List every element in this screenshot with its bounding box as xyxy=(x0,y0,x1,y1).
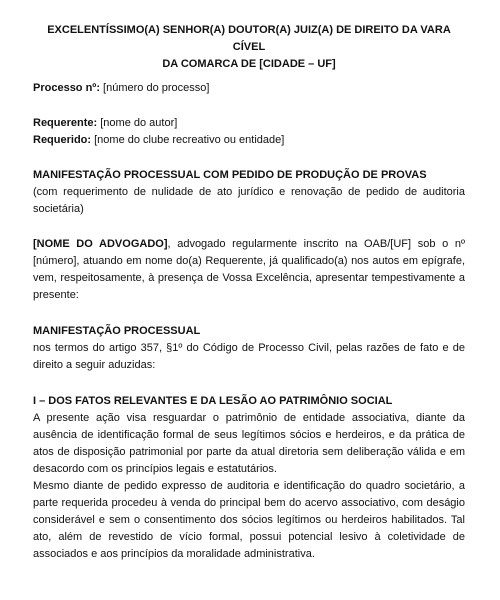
advogado-name: [NOME DO ADVOGADO] xyxy=(33,238,168,250)
requerido-label: Requerido: xyxy=(33,134,92,146)
header-line-2: DA COMARCA DE [CIDADE – UF] xyxy=(162,58,336,70)
header-line-1: EXCELENTÍSSIMO(A) SENHOR(A) DOUTOR(A) JUIZ(A) DE DIREITO DA VARA CÍVEL xyxy=(47,24,451,53)
secao1-heading: I – DOS FATOS RELEVANTES E DA LESÃO AO PATRIMÔNIO SOCIAL xyxy=(33,395,393,407)
qualificacao-text: , advogado regularmente inscrito na OAB/[UF] sob o nº [número], atuando em nome do(a) Requerente, já qualificado(a) nos autos em epígrafe, vem, respeitosamente, à presença de Vossa Excelência, apresentar tempestivamente a presente: xyxy=(33,238,465,301)
processo-label: Processo nº: xyxy=(33,82,100,94)
requerente-line xyxy=(33,115,465,132)
secao1-paragraph-1: A presente ação visa resguardar o patrimônio de entidade associativa, diante da ausência de identificação formal de seus legítimos sócios e herdeiros, e da prática de atos de disposição patrimonial por parte da atual diretoria sem deliberação válida e em desacordo com os princípios legais e estatutários. xyxy=(33,412,465,475)
requerido-line xyxy=(33,132,465,149)
document-header xyxy=(33,22,465,73)
requerente-label: Requerente: xyxy=(33,117,98,129)
manifestacao-text: nos termos do artigo 357, §1º do Código de Processo Civil, pelas razões de fato e de direito a seguir aduzidas: xyxy=(33,342,465,371)
requerido-value: [nome do clube recreativo ou entidade] xyxy=(94,134,285,146)
requerente-value: [nome do autor] xyxy=(100,117,178,129)
processo-value: [número do processo] xyxy=(103,82,210,94)
secao1-paragraph-2: Mesmo diante de pedido expresso de auditoria e identificação do quadro societário, a parte requerida procedeu à venda do principal bem do acervo associativo, com deságio considerável e sem o consentimento dos sócios legítimos ou herdeiros habilitados. Tal ato, além de revestido de vício formal, possui potencial lesivo à coletividade de associados e aos princípios da moralidade administrativa. xyxy=(33,480,465,560)
manifestacao-heading: MANIFESTAÇÃO PROCESSUAL xyxy=(33,325,201,337)
qualificacao-paragraph xyxy=(33,236,465,304)
titulo-section xyxy=(33,167,465,218)
manifestacao-section xyxy=(33,323,465,374)
secao1-section xyxy=(33,393,465,563)
processo-line xyxy=(33,80,465,97)
titulo-heading: MANIFESTAÇÃO PROCESSUAL COM PEDIDO DE PRODUÇÃO DE PROVAS xyxy=(33,169,427,181)
titulo-subtitle: (com requerimento de nulidade de ato jurídico e renovação de pedido de auditoria societária) xyxy=(33,186,465,215)
